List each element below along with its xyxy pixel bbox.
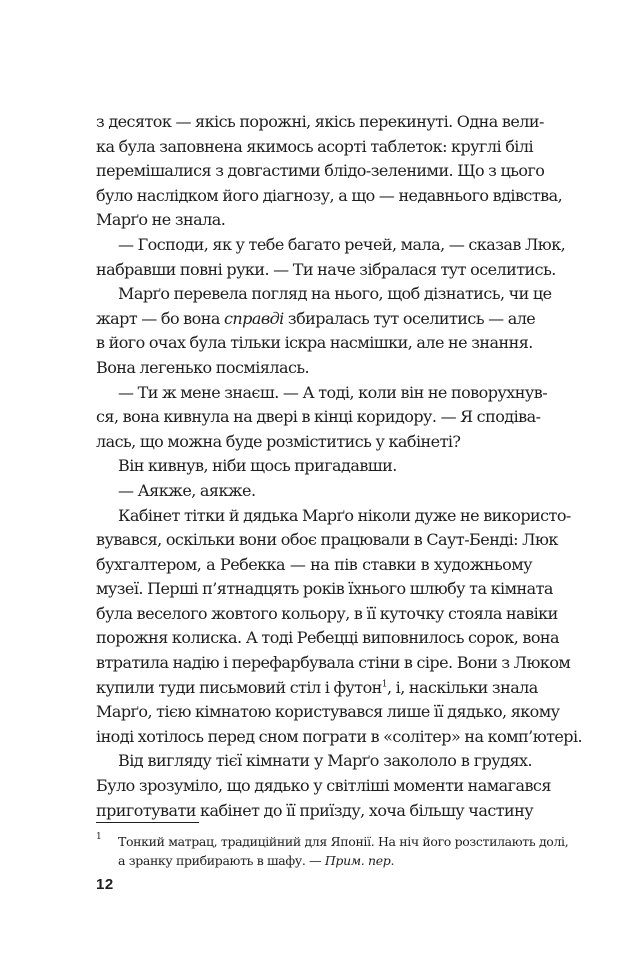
emphasis-word: справді — [223, 308, 284, 328]
text-line: вувався, оскільки вони обоє працювали в Саут-Бенді: Люк — [96, 530, 558, 550]
footnote-number: 1 — [96, 832, 102, 842]
text-line: була веселого жовтого кольору, в її куточку стояла навіки — [96, 603, 558, 623]
footnote-reference: 1 — [381, 679, 387, 690]
text-line: Марґо не знала. — [96, 210, 226, 230]
main-text — [96, 110, 583, 823]
text-line: Від вигляду тієї кімнати у Марґо закололо в грудях. — [118, 751, 532, 771]
text-line: бухгалтером, а Ребекка — на пів ставки в художньому — [96, 554, 532, 574]
footnote-credit: Прим. пер. — [324, 853, 395, 868]
text-fragment: купили туди письмовий стіл і футон — [96, 677, 382, 697]
text-line: — Господи, як у тебе багато речей, мала, — сказав Люк, — [118, 234, 566, 254]
text-line: Кабінет тітки й дядька Марґо ніколи дуже не використо- — [118, 505, 571, 525]
footnote-divider — [96, 822, 199, 823]
text-line — [96, 676, 538, 701]
text-line: приготувати кабінет до її приїзду, хоча більшу частину — [96, 800, 534, 820]
text-line: ка була заповнена якимось асорті таблеток: круглі білі — [96, 136, 534, 156]
text-line: ся, вона кивнула на двері в кінці коридору. — Я сподіва- — [96, 407, 541, 427]
footnote — [96, 832, 569, 870]
text-line: музеї. Перші п’ятнадцять років їхнього шлюбу та кімната — [96, 579, 553, 599]
text-line: Вона легенько посміялась. — [96, 357, 310, 377]
text-line: — Ти ж мене знаєш. — А тоді, коли він не поворухнув- — [118, 382, 548, 402]
text-line: Він кивнув, ніби щось пригадавши. — [118, 456, 397, 476]
text-fragment: збиралась тут оселитись — але — [283, 308, 536, 328]
text-line: в його очах була тільки іскра насмішки, але не знання. — [96, 333, 533, 353]
footnote-line — [96, 851, 532, 870]
footnote-text: а зранку прибирають в шафу. — — [118, 853, 325, 868]
text-line: було наслідком його діагнозу, а що — недавнього вдівства, — [96, 185, 563, 205]
text-line: лась, що можна буде розміститись у кабінеті? — [96, 431, 461, 451]
text-fragment: жарт — бо вона — [96, 308, 224, 328]
text-line: іноді хотілось перед сном пограти в «солітер» на комп’ютері. — [96, 726, 583, 746]
text-line: Було зрозуміло, що дядько у світліші моменти намагався — [96, 776, 551, 796]
text-line: — Аякже, аякже. — [118, 480, 256, 500]
text-line: порожня колиска. А тоді Ребецці виповнилось сорок, вона — [96, 628, 560, 648]
footnote-line: Тонкий матрац, традиційний для Японії. На ніч його розстилають долі, — [118, 834, 569, 849]
text-line: набравши повні руки. — Ти наче зібралася тут оселитись. — [96, 259, 556, 279]
text-line: Марґо перевела погляд на нього, щоб дізнатись, чи це — [118, 284, 552, 304]
text-line — [96, 307, 536, 332]
page-number: 12 — [96, 876, 114, 893]
text-fragment: , і, наскільки знала — [386, 677, 538, 697]
text-line: з десяток — якісь порожні, якісь перекинуті. Одна вели- — [96, 112, 544, 131]
text-line: Марґо, тією кімнатою користувався лише її дядько, якому — [96, 702, 560, 722]
text-line: втратила надію і перефарбувала стіни в сіре. Вони з Люком — [96, 653, 571, 673]
text-line: перемішалися з довгастими блідо-зеленими. Що з цього — [96, 161, 545, 181]
